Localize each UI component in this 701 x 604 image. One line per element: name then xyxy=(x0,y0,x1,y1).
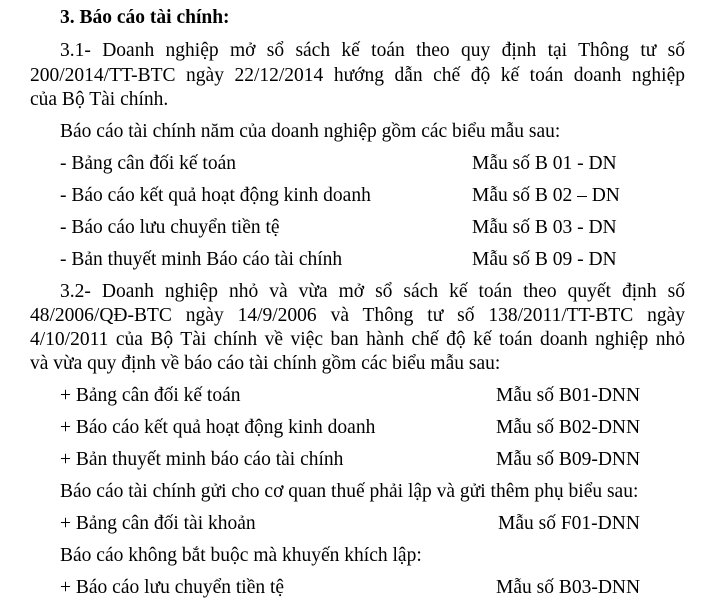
item-label: + Báo cáo lưu chuyển tiền tệ xyxy=(60,577,285,598)
optional-intro: Báo cáo không bắt buộc mà khuyến khích lập: xyxy=(60,545,422,566)
item-form-code: Mẫu số B09-DNN xyxy=(496,449,641,470)
item-form-code: Mẫu số B 01 - DN xyxy=(472,153,617,174)
paragraph-3-2-line-3: 4/10/2011 của Bộ Tài chính về việc ban hành chế độ kế toán doanh nghiệp nhỏ xyxy=(30,329,685,350)
paragraph-3-2-line-1: 3.2- Doanh nghiệp nhỏ và vừa mở sổ sách kế toán theo quyết định số xyxy=(60,281,685,302)
item-form-code: Mẫu số B 03 - DN xyxy=(472,217,617,238)
paragraph-3-1-line-3: của Bộ Tài chính. xyxy=(30,89,169,110)
item-label: - Báo cáo lưu chuyển tiền tệ xyxy=(60,217,280,238)
item-label: + Báo cáo kết quả hoạt động kinh doanh xyxy=(60,417,376,438)
item-label: + Bản thuyết minh báo cáo tài chính xyxy=(60,449,344,470)
item-form-code: Mẫu số B02-DNN xyxy=(496,417,641,438)
tax-intro: Báo cáo tài chính gửi cho cơ quan thuế phải lập và gửi thêm phụ biểu sau: xyxy=(60,481,639,502)
item-label: + Bảng cân đối tài khoản xyxy=(60,513,256,534)
item-label: + Bảng cân đối kế toán xyxy=(60,385,241,406)
item-label: - Bảng cân đối kế toán xyxy=(60,153,236,174)
item-label: - Bản thuyết minh Báo cáo tài chính xyxy=(60,249,343,270)
paragraph-3-2-line-2: 48/2006/QĐ-BTC ngày 14/9/2006 và Thông tư số 138/2011/TT-BTC ngày xyxy=(30,305,685,326)
paragraph-3-1-line-1: 3.1- Doanh nghiệp mở sổ sách kế toán theo quy định tại Thông tư số xyxy=(60,40,685,61)
item-form-code: Mẫu số B 09 - DN xyxy=(472,249,617,270)
item-form-code: Mẫu số B01-DNN xyxy=(496,385,641,406)
part1-intro: Báo cáo tài chính năm của doanh nghiệp gồm các biểu mẫu sau: xyxy=(60,121,561,142)
item-form-code: Mẫu số B 02 – DN xyxy=(472,185,620,206)
paragraph-3-1-line-2: 200/2014/TT-BTC ngày 22/12/2014 hướng dẫn chế độ kế toán doanh nghiệp xyxy=(30,65,685,86)
item-form-code: Mẫu số B03-DNN xyxy=(496,577,641,598)
item-label: - Báo cáo kết quả hoạt động kinh doanh xyxy=(60,185,371,206)
paragraph-3-2-line-4: và vừa quy định về báo cáo tài chính gồm các biểu mẫu sau: xyxy=(30,353,501,374)
section-heading: 3. Báo cáo tài chính: xyxy=(60,7,230,28)
item-form-code: Mẫu số F01-DNN xyxy=(498,513,640,534)
